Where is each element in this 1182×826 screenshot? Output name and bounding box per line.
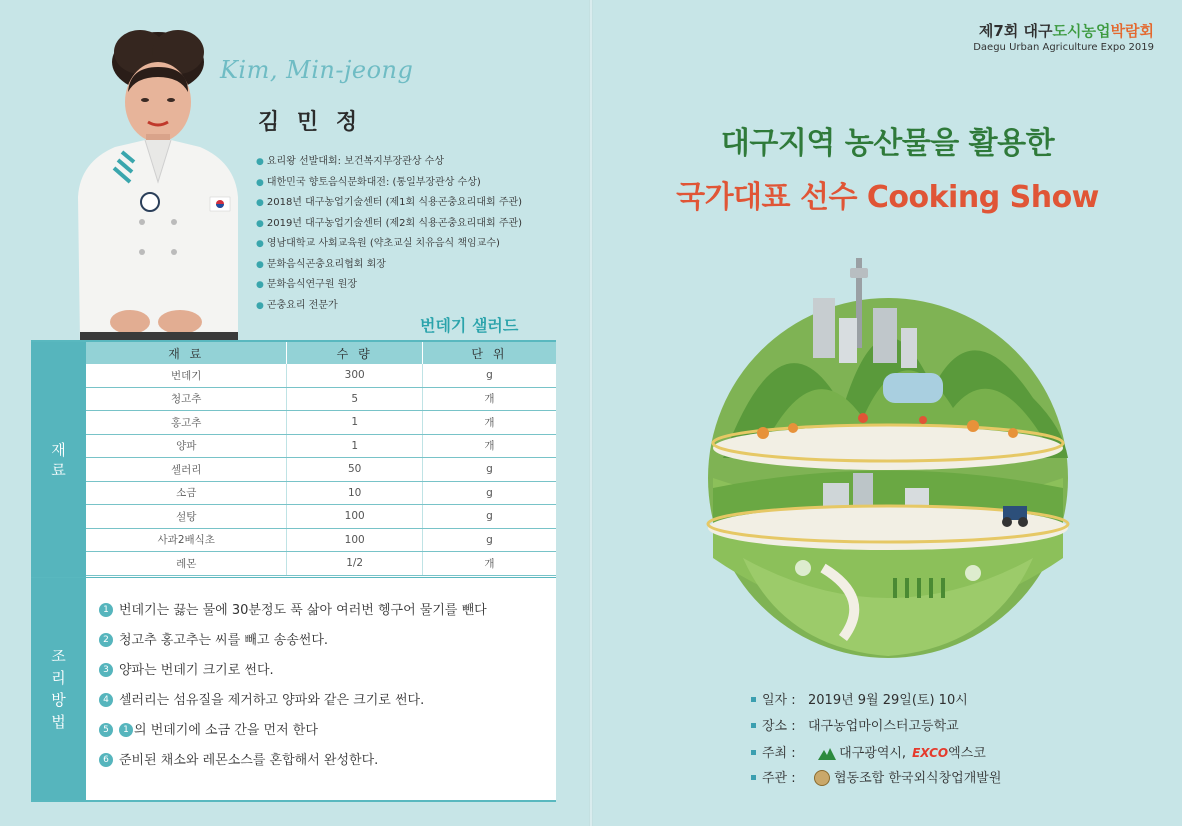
right-page [593, 0, 1182, 826]
step-reference-icon: 1 [119, 723, 133, 737]
main-title-line2: 국가대표 선수 Cooking Show [676, 180, 1099, 215]
table-row: 홍고추 1 개 [86, 411, 556, 435]
list-item: 6 준비된 채소와 레몬소스를 혼합해서 완성한다. [99, 746, 487, 776]
list-item: 일자 : 2019년 9월 29일(토) 10시 [751, 688, 1001, 714]
event-date: 2019년 9월 29일(토) 10시 [808, 693, 968, 708]
step-number-icon: 5 [99, 723, 113, 737]
bullet-square-icon [751, 750, 756, 755]
urban-farm-illustration [673, 238, 1103, 668]
event-info-list [751, 688, 1001, 792]
cooking-steps-box [31, 577, 556, 802]
step-number-icon: 6 [99, 753, 113, 767]
expo-english-title: Daegu Urban Agriculture Expo 2019 [973, 42, 1154, 53]
table-row: 청고추 5 개 [86, 387, 556, 411]
table-row: 양파 1 개 [86, 434, 556, 458]
bullet-square-icon [751, 697, 756, 702]
ingredients-label: 재 료 [31, 342, 86, 578]
cooperative-logo-icon [814, 770, 830, 786]
bullet-icon: ● [256, 218, 264, 229]
career-item: ● 곤충요리 전문가 [256, 299, 338, 311]
step-number-icon: 1 [99, 603, 113, 617]
ingredients-grid [86, 342, 556, 576]
table-row: 사과2배식초 100 g [86, 528, 556, 552]
daegu-city-logo-icon [818, 748, 836, 760]
list-item: 1 번데기는 끓는 물에 30분정도 푹 삶아 여러번 헹구어 물기를 뺀다 [99, 596, 487, 626]
bullet-square-icon [751, 723, 756, 728]
recipe-title: 번데기 샐러드 [420, 316, 519, 335]
list-item: 2 청고추 홍고추는 씨를 빼고 송송썬다. [99, 626, 487, 656]
main-title-line1: 대구지역 농산물을 활용한 [720, 126, 1055, 161]
table-row: 소금 10 g [86, 481, 556, 505]
list-item: 3 양파는 번데기 크기로 썬다. [99, 656, 487, 686]
ingredients-table [31, 340, 556, 578]
list-item: 4 셀러리는 섬유질을 제거하고 양파와 같은 크기로 썬다. [99, 686, 487, 716]
bullet-icon: ● [256, 300, 264, 311]
bullet-icon: ● [256, 259, 264, 270]
step-number-icon: 2 [99, 633, 113, 647]
host-daegu: 대구광역시, [839, 746, 907, 761]
career-item: ● 문화음식연구원 원장 [256, 279, 357, 290]
event-organizer: 협동조합 한국외식창업개발원 [834, 771, 1002, 786]
left-page [0, 0, 589, 826]
column-header: 재 료 [86, 342, 287, 364]
chef-career-list [256, 152, 522, 316]
expo-logo [973, 20, 1154, 53]
bullet-icon: ● [256, 157, 264, 167]
exco-logo: EXCO [912, 746, 949, 760]
table-header-row [86, 342, 556, 364]
step-number-icon: 3 [99, 663, 113, 677]
chef-portrait [70, 22, 245, 342]
steps-label: 조 리 방 법 [31, 578, 86, 800]
bullet-icon: ● [256, 198, 264, 208]
table-row: 레몬 1/2 개 [86, 552, 556, 576]
event-place: 대구농업마이스터고등학교 [808, 719, 959, 734]
steps-list [99, 596, 487, 776]
column-header: 수 량 [287, 342, 422, 364]
career-item: ● 대한민국 향토음식문화대전: (통일부장관상 수상) [256, 176, 481, 188]
column-header: 단 위 [422, 342, 556, 364]
step-number-icon: 4 [99, 693, 113, 707]
list-item: 장소 : 대구농업마이스터고등학교 [751, 714, 1001, 740]
table-row: 셀러리 50 g [86, 458, 556, 482]
table-row: 설탕 100 g [86, 505, 556, 529]
host-exco: 엑스코 [948, 746, 986, 761]
career-item: ● 문화음식곤충요리협회 회장 [256, 258, 386, 270]
career-item: ● 영남대학교 사회교육원 (약초교실 치유음식 책임교수) [256, 238, 500, 249]
table-row: 번데기 300 g [86, 364, 556, 387]
career-item: ● 2018년 대구농업기술센터 (제1회 식용곤충요리대회 주관) [256, 197, 523, 208]
list-item: 5 1 의 번데기에 소금 간을 먼저 한다 [99, 716, 487, 746]
expo-title: 제7회 대구도시농업박람회 [978, 22, 1154, 40]
bullet-icon: ● [256, 239, 264, 249]
list-item: 주최 : 대구광역시, EXCO엑스코 [751, 740, 1001, 766]
career-item: ● 2019년 대구농업기술센터 (제2회 식용곤충요리대회 주관) [256, 217, 523, 229]
bullet-square-icon [751, 775, 756, 780]
chef-korean-name: 김 민 정 [258, 110, 363, 135]
bullet-icon: ● [256, 280, 264, 290]
chef-english-name: Kim, Min-jeong [220, 56, 414, 84]
career-item: ● 요리왕 선발대회: 보건복지부장관상 수상 [256, 156, 444, 167]
bullet-icon: ● [256, 177, 264, 188]
list-item: 주관 : 협동조합 한국외식창업개발원 [751, 766, 1001, 792]
